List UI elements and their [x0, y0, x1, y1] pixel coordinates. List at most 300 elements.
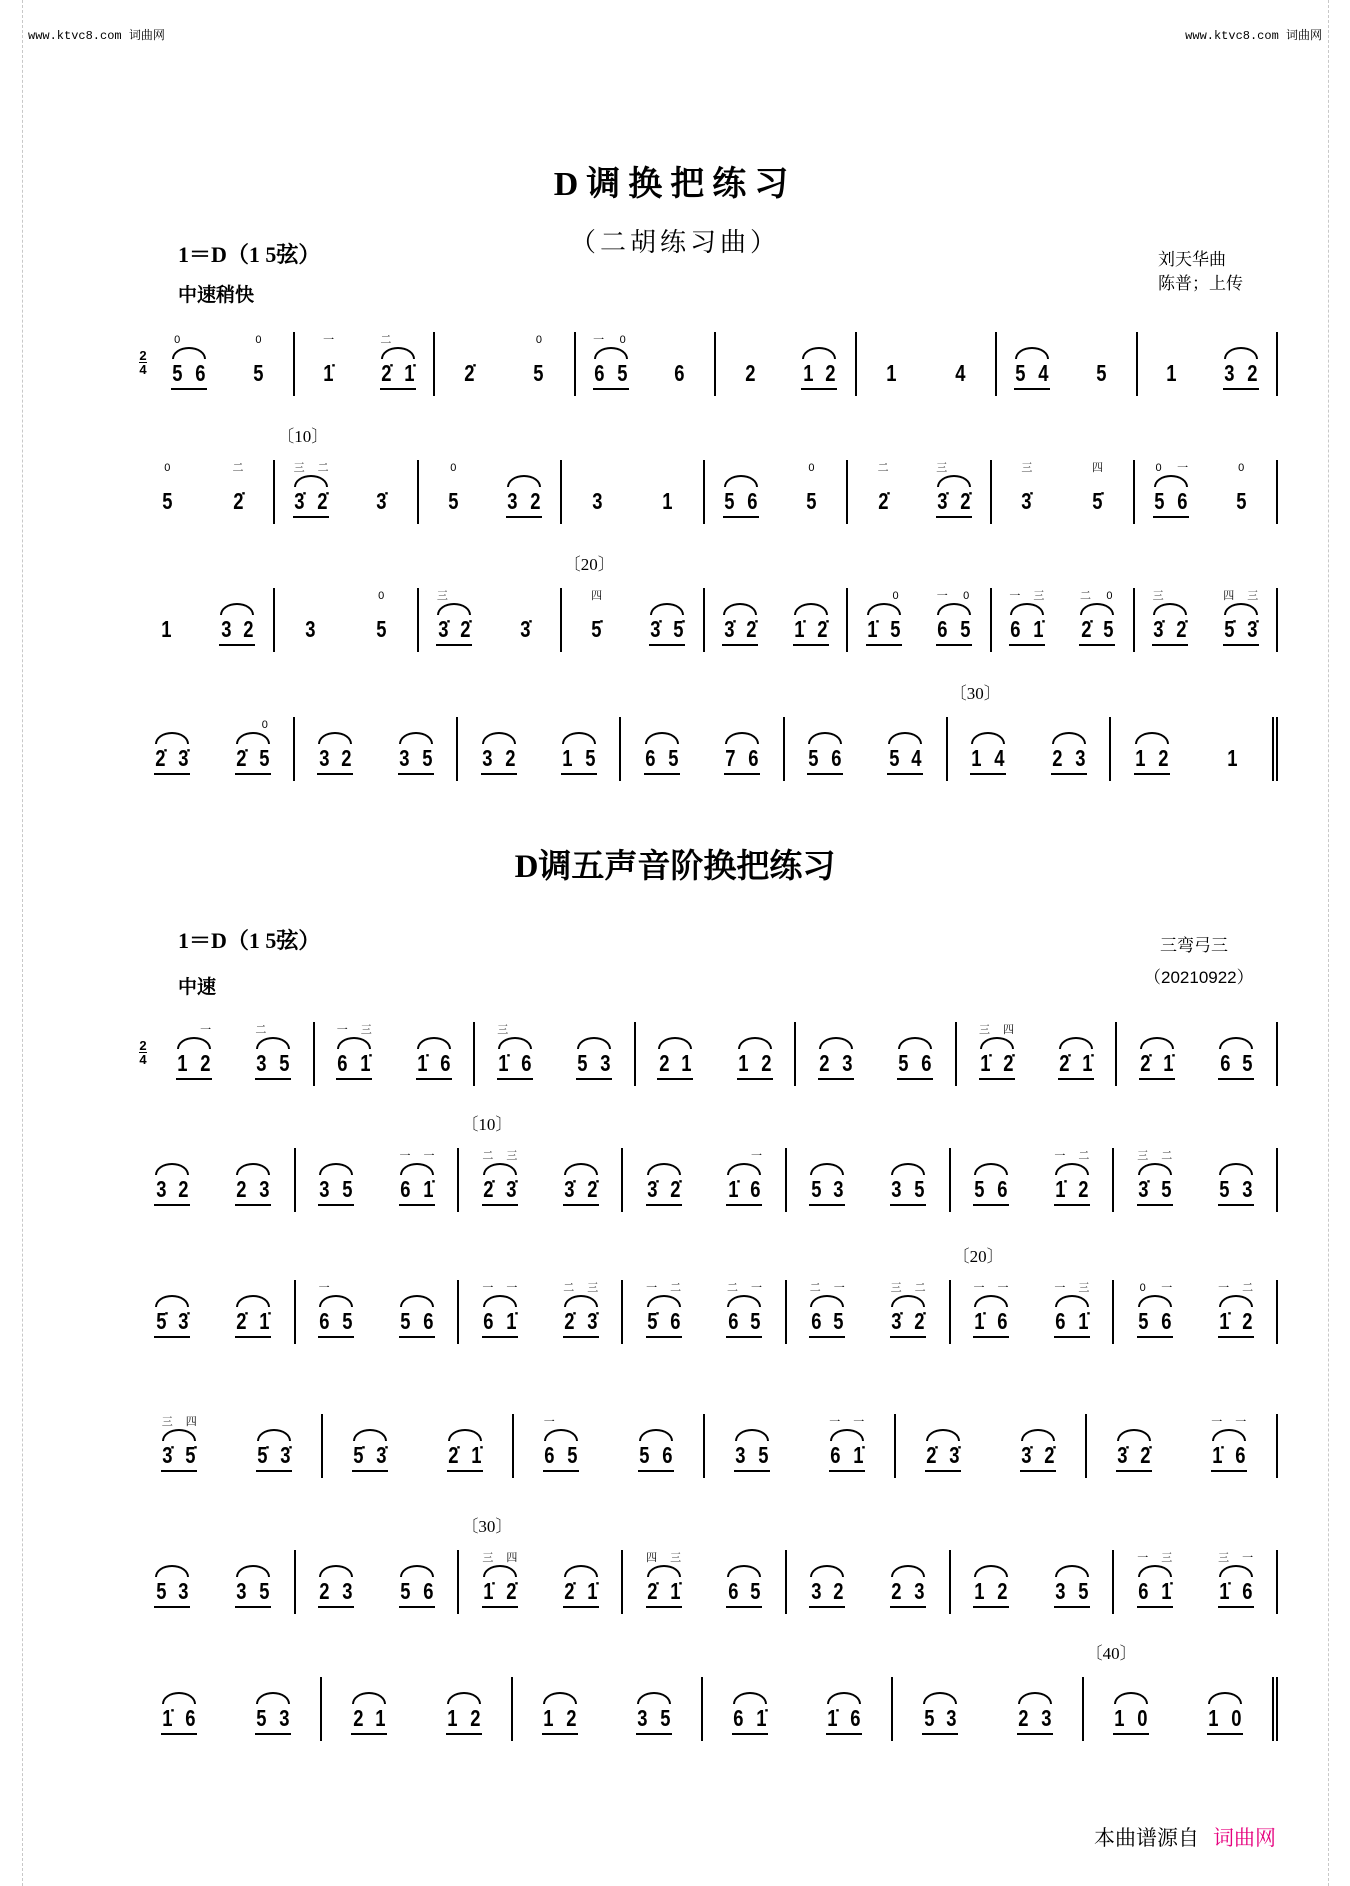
- notes: [543, 1442, 579, 1468]
- fingering-mark: 一: [1177, 462, 1189, 474]
- slur-mark: [577, 1037, 611, 1049]
- note: 2: [1247, 360, 1258, 386]
- notes: [161, 1705, 197, 1731]
- fingering-mark: [1140, 1415, 1152, 1429]
- eighth-underline: [1079, 644, 1115, 646]
- notes: [375, 616, 388, 642]
- fingering-mark: [178, 1551, 190, 1565]
- eighth-underline: [887, 773, 923, 775]
- notes: [723, 616, 759, 642]
- fingering-mark: [376, 461, 388, 475]
- fingering-mark: 四: [1223, 590, 1235, 602]
- site-watermark-left[interactable]: www.ktvc8.com 词曲网: [28, 29, 165, 43]
- measure: [293, 332, 434, 396]
- slur-mark: [483, 1565, 517, 1577]
- fingering-mark: [1166, 333, 1178, 347]
- notes: [1054, 1308, 1090, 1334]
- notes: [352, 1442, 388, 1468]
- fingering-mark: [1082, 1023, 1094, 1037]
- fingering-mark: [887, 718, 899, 732]
- note: 5: [923, 1705, 935, 1731]
- note: 5: [898, 1050, 909, 1076]
- slur-mark: [898, 1037, 932, 1049]
- beat: [436, 461, 470, 524]
- note: 1̇: [1055, 1176, 1066, 1202]
- notes: [399, 1578, 435, 1604]
- fingering-mark: [542, 1678, 554, 1692]
- fingering: [809, 1551, 845, 1565]
- fingering-mark: 0: [450, 462, 457, 474]
- fingering: [726, 1551, 762, 1565]
- note: 5: [808, 745, 819, 771]
- fingering: [252, 333, 264, 347]
- fingering: [936, 589, 972, 603]
- eighth-underline: [737, 1078, 773, 1080]
- eighth-underline: [219, 644, 255, 646]
- fingering-mark: [1038, 333, 1050, 347]
- fingering-mark: [375, 1678, 387, 1692]
- notes: [1051, 745, 1087, 771]
- notes: [1095, 360, 1108, 386]
- slur-mark: [725, 732, 759, 744]
- fingering-mark: 二: [726, 1282, 738, 1294]
- slur-mark: [594, 347, 628, 359]
- beat: [1020, 1415, 1056, 1478]
- slur-mark: [727, 1295, 761, 1307]
- beat: [1009, 589, 1045, 652]
- eighth-underline: [563, 1336, 599, 1338]
- note: 5: [1015, 360, 1026, 386]
- fingering-mark: [807, 718, 819, 732]
- beat: [1113, 1678, 1149, 1741]
- fingering: [638, 1415, 674, 1429]
- fingering: [644, 718, 680, 732]
- slur-mark: [319, 1565, 353, 1577]
- fingering-mark: 0: [164, 462, 171, 474]
- fingering-mark: [747, 461, 759, 475]
- eighth-underline: [649, 644, 685, 646]
- fingering: [219, 589, 255, 603]
- note: 2̇: [1080, 616, 1092, 642]
- notes: [866, 616, 902, 642]
- note: 3̇: [376, 1442, 387, 1468]
- eighth-underline: [561, 773, 597, 775]
- note: 5: [810, 1176, 822, 1202]
- beat: [829, 1415, 865, 1478]
- note: 5: [253, 360, 264, 386]
- slur-mark: [637, 1692, 671, 1704]
- fingering-mark: [243, 589, 255, 603]
- fingering-mark: [566, 1678, 578, 1692]
- note: 6: [748, 745, 759, 771]
- note: 1̇: [404, 360, 415, 386]
- fingering-mark: 一: [646, 1282, 658, 1294]
- slur-mark: [1219, 1565, 1253, 1577]
- beat: [318, 1149, 354, 1212]
- eighth-underline: [293, 516, 329, 518]
- notes: [1223, 616, 1259, 642]
- notes: [318, 1176, 354, 1202]
- fingering-mark: 0: [174, 334, 181, 346]
- fingering: [809, 1281, 845, 1295]
- fingering: [563, 1551, 599, 1565]
- fingering-mark: [423, 1281, 435, 1295]
- notes: [481, 745, 517, 771]
- note: 1̇: [506, 1308, 517, 1334]
- fingering-mark: 二: [1242, 1282, 1254, 1294]
- note: 3: [482, 745, 493, 771]
- beat: [497, 1023, 533, 1086]
- note: 2̇: [959, 488, 971, 514]
- notes: [1152, 616, 1188, 642]
- notes: [336, 1050, 372, 1076]
- fingering-mark: [256, 1415, 268, 1429]
- notes: [885, 360, 898, 386]
- fingering-mark: [563, 1149, 575, 1163]
- fingering-mark: 0: [1155, 462, 1162, 474]
- note: 6: [830, 1442, 841, 1468]
- site-watermark-right[interactable]: www.ktvc8.com 词曲网: [1185, 29, 1322, 43]
- footer-source-label: 本曲谱源自: [1094, 1827, 1199, 1850]
- fingering-mark: [530, 461, 542, 475]
- fingering: [818, 1023, 854, 1037]
- note: 6: [1010, 616, 1021, 642]
- note: 2: [469, 1705, 481, 1731]
- note: 5̇: [647, 1308, 658, 1334]
- fingering-mark: [638, 1415, 650, 1429]
- beat: [663, 333, 697, 396]
- note: 3̇: [650, 616, 661, 642]
- fingering-mark: [587, 1551, 599, 1565]
- eighth-underline: [1054, 1336, 1090, 1338]
- note: 5: [1078, 1578, 1089, 1604]
- fingering: [318, 1551, 354, 1565]
- note: 3: [178, 1578, 189, 1604]
- fingering-mark: [809, 1149, 821, 1163]
- beat: [150, 589, 184, 652]
- note: 3: [735, 1442, 746, 1468]
- eighth-underline: [925, 1470, 961, 1472]
- note: 5: [806, 488, 817, 514]
- fingering-mark: 一: [750, 1282, 762, 1294]
- fingering-mark: 0: [963, 590, 970, 602]
- note: 1: [447, 1705, 458, 1731]
- footer-brand-link[interactable]: 词曲网: [1213, 1827, 1276, 1850]
- note: 3̇: [1246, 616, 1258, 642]
- measure: [457, 1115, 621, 1212]
- beat: [1084, 333, 1118, 396]
- eighth-underline: [1218, 1078, 1254, 1080]
- slur-mark: [733, 1692, 767, 1704]
- beat: [890, 1551, 926, 1614]
- fingering-mark: [970, 718, 982, 732]
- beat: [874, 333, 908, 396]
- slur-mark: [155, 732, 189, 744]
- fingering-mark: [195, 333, 207, 347]
- note: 2: [819, 1050, 830, 1076]
- fingering-mark: 0: [255, 334, 262, 346]
- fingering-mark: 一: [1235, 1416, 1247, 1428]
- notes: [563, 1578, 599, 1604]
- fingering: [436, 589, 472, 603]
- score-line: [132, 1115, 1278, 1212]
- eighth-underline: [726, 1336, 762, 1338]
- note: 6: [997, 1308, 1008, 1334]
- fingering-mark: 四: [646, 1552, 658, 1564]
- fingering: [336, 1023, 372, 1037]
- note: 1̇: [867, 616, 878, 642]
- fingering: [732, 1678, 768, 1692]
- slur-mark: [794, 603, 828, 615]
- beat: [1116, 1415, 1152, 1478]
- fingering-mark: 一: [423, 1150, 435, 1162]
- note: 1: [681, 1050, 692, 1076]
- fingering-mark: [585, 718, 597, 732]
- beat: [365, 461, 399, 524]
- measure: [1112, 1550, 1278, 1614]
- note: 3̇: [178, 1308, 189, 1334]
- fingering-mark: [649, 589, 661, 603]
- note: 5: [889, 616, 901, 642]
- eighth-underline: [576, 1078, 612, 1080]
- slur-mark: [400, 1295, 434, 1307]
- eighth-underline: [543, 1470, 579, 1472]
- eighth-underline: [1014, 388, 1050, 390]
- note: 1: [662, 488, 673, 514]
- eighth-underline: [482, 1336, 518, 1338]
- note: 3̇: [376, 488, 387, 514]
- slur-mark: [337, 1037, 371, 1049]
- beat: [318, 1281, 354, 1344]
- note: 5: [259, 745, 270, 771]
- note: 5: [259, 1578, 270, 1604]
- fingering-mark: [946, 1678, 958, 1692]
- beat: [542, 1678, 578, 1741]
- measure: [621, 1550, 785, 1614]
- note: 1̇: [483, 1578, 494, 1604]
- fingering-mark: 二: [670, 1282, 682, 1294]
- fingering-mark: 三: [360, 1024, 372, 1036]
- fingering-mark: [726, 1551, 738, 1565]
- slur-mark: [1153, 603, 1187, 615]
- notes: [737, 1050, 773, 1076]
- eighth-underline: [1058, 1078, 1094, 1080]
- notes: [877, 488, 890, 514]
- beat: [807, 718, 843, 781]
- score-line: [132, 1517, 1278, 1614]
- note: 3: [591, 488, 603, 514]
- note: 2̇: [1059, 1050, 1070, 1076]
- fingering-mark: [505, 718, 517, 732]
- notes: [399, 1308, 435, 1334]
- note: 1: [1114, 1705, 1125, 1731]
- note: 6: [195, 360, 206, 386]
- measure-number: 〔40〕: [1085, 1644, 1137, 1663]
- fingering: [447, 1415, 483, 1429]
- slur-mark: [937, 603, 971, 615]
- fingering-mark: 一: [1161, 1282, 1173, 1294]
- measure: [294, 1280, 458, 1344]
- fingering: [887, 718, 923, 732]
- fingering-mark: [576, 1023, 588, 1037]
- fingering-mark: [342, 1149, 354, 1163]
- fingering: [154, 718, 190, 732]
- beat: [176, 1023, 212, 1086]
- measure: [1133, 588, 1278, 652]
- note: 3̇: [1153, 616, 1164, 642]
- eighth-underline: [1009, 644, 1045, 646]
- note: 3̇: [937, 488, 948, 514]
- eighth-underline: [1137, 1606, 1173, 1608]
- beat: [294, 589, 328, 652]
- fingering-mark: [885, 333, 897, 347]
- fingering: [890, 1551, 926, 1565]
- eighth-underline: [235, 1204, 271, 1206]
- note: 5: [342, 1308, 353, 1334]
- fingering: [305, 589, 317, 603]
- eighth-underline: [399, 1606, 435, 1608]
- note: 5: [724, 488, 735, 514]
- eighth-underline: [809, 1606, 845, 1608]
- fingering: [1079, 589, 1115, 603]
- eighth-underline: [1223, 388, 1259, 390]
- note: 5̇: [185, 1442, 196, 1468]
- beat: [336, 1023, 372, 1086]
- notes: [1165, 360, 1178, 386]
- measure: [313, 1022, 474, 1086]
- fingering: [376, 461, 388, 475]
- notes: [818, 1050, 854, 1076]
- slur-mark: [353, 1429, 387, 1441]
- slur-mark: [937, 475, 971, 487]
- note: 5: [400, 1578, 411, 1604]
- note: 1: [1135, 745, 1146, 771]
- measure: [785, 1550, 949, 1614]
- fingering: [646, 1149, 682, 1163]
- fingering: [1218, 1023, 1254, 1037]
- beat: [398, 718, 434, 781]
- fingering-mark: [1207, 1678, 1219, 1692]
- note: 2̇: [464, 360, 475, 386]
- slur-mark: [1055, 1565, 1089, 1577]
- fingering-mark: [890, 1149, 902, 1163]
- beat: [161, 1678, 197, 1741]
- fingering: [482, 1149, 518, 1163]
- note: 1̇: [980, 1050, 991, 1076]
- fingering: [890, 1281, 926, 1295]
- fingering-mark: 0: [1238, 462, 1245, 474]
- fingering-mark: [960, 461, 972, 475]
- eighth-underline: [646, 1336, 682, 1338]
- note: 1̇: [1219, 1308, 1230, 1334]
- fingering: [897, 1023, 933, 1037]
- notes: [1235, 488, 1248, 514]
- notes: [636, 1705, 672, 1731]
- fingering: [866, 589, 902, 603]
- note: 2: [825, 360, 836, 386]
- eighth-underline: [506, 516, 542, 518]
- fingering-mark: 三: [161, 1416, 173, 1428]
- fingering: [1054, 1149, 1090, 1163]
- measure: [701, 1677, 891, 1741]
- note: 5: [1242, 1050, 1253, 1076]
- fingering-mark: [563, 1551, 575, 1565]
- eighth-underline: [973, 1204, 1009, 1206]
- fingering: [925, 1415, 961, 1429]
- slur-mark: [891, 1295, 925, 1307]
- notes: [235, 1578, 271, 1604]
- measure: [1115, 1022, 1278, 1086]
- note: 6: [727, 1308, 739, 1334]
- note: 1̇: [1082, 1050, 1093, 1076]
- measure: [132, 1677, 320, 1741]
- slur-mark: [891, 1163, 925, 1175]
- beat: [734, 1415, 770, 1478]
- eighth-underline: [818, 1078, 854, 1080]
- note: 3: [507, 488, 518, 514]
- fingering: [1095, 333, 1107, 347]
- fingering: [323, 333, 335, 347]
- fingering: [1223, 333, 1259, 347]
- note: 1: [375, 1705, 386, 1731]
- fingering-mark: [1020, 1415, 1032, 1429]
- eighth-underline: [1113, 1733, 1149, 1735]
- fingering-mark: [447, 1415, 459, 1429]
- eighth-underline: [1020, 1470, 1056, 1472]
- note: 3: [891, 1176, 902, 1202]
- beat: [794, 461, 828, 524]
- fingering-mark: [660, 1678, 672, 1692]
- fingering-mark: [746, 589, 758, 603]
- fingering: [1134, 718, 1170, 732]
- fingering-mark: [994, 718, 1006, 732]
- note: 2̇: [236, 745, 247, 771]
- note: 1̇: [1161, 1578, 1172, 1604]
- slur-mark: [1055, 1163, 1089, 1175]
- fingering-mark: [636, 1678, 648, 1692]
- fingering: [744, 333, 756, 347]
- measure: [560, 555, 703, 652]
- fingering: [318, 1281, 354, 1295]
- measure: [949, 1247, 1113, 1344]
- notes: [506, 488, 542, 514]
- fingering-mark: [1014, 333, 1026, 347]
- notes: [649, 616, 685, 642]
- eighth-underline: [542, 1733, 578, 1735]
- note: 5: [1154, 488, 1165, 514]
- eighth-underline: [1137, 1336, 1173, 1338]
- note: 1: [177, 1050, 188, 1076]
- slur-mark: [400, 1163, 434, 1175]
- beat: [482, 1281, 518, 1344]
- measure: [132, 460, 273, 524]
- notes: [1207, 1705, 1243, 1731]
- note: 2: [243, 616, 254, 642]
- fingering: [922, 1678, 958, 1692]
- notes: [1054, 1578, 1090, 1604]
- note: 1̇: [586, 1578, 598, 1604]
- eighth-underline: [1051, 773, 1087, 775]
- fingering: [542, 1678, 578, 1692]
- piece2-tempo: 中速: [178, 977, 217, 998]
- beat: [154, 1149, 190, 1212]
- eighth-underline: [318, 1336, 354, 1338]
- beat: [726, 1149, 762, 1212]
- measure: [273, 427, 416, 524]
- fingering-mark: 二: [1078, 1150, 1090, 1162]
- eighth-underline: [638, 1470, 674, 1472]
- note: 5: [155, 1578, 167, 1604]
